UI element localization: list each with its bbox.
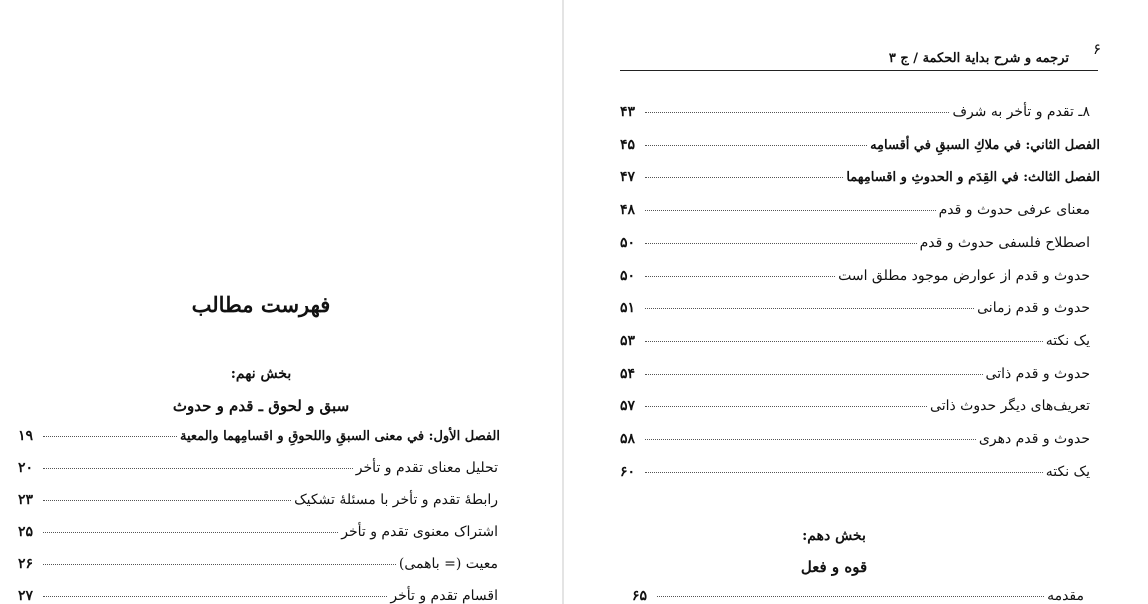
toc-entry[interactable] [620, 169, 1100, 195]
entry-text: حدوث و قدم زمانی [977, 300, 1090, 317]
toc-entry[interactable] [18, 428, 500, 454]
entry-text: الفصل الأول: في معنى السبقِ واللحوقِ و اقسامِهما والمعية [180, 429, 500, 444]
entry-text: اصطلاح فلسفی حدوث و قدم [919, 234, 1090, 251]
entry-page: ۶۵ [632, 588, 648, 604]
entry-page: ۲۷ [18, 588, 34, 604]
toc-entry[interactable] [620, 398, 1090, 424]
entry-page: ۲۶ [18, 556, 34, 572]
entry-text: حدوث و قدم ذاتی [985, 365, 1090, 382]
dot-leader [43, 596, 387, 597]
dot-leader [645, 406, 927, 407]
entry-text: یک نکته [1045, 463, 1090, 480]
dot-leader [645, 308, 974, 309]
toc-entry[interactable] [632, 588, 1084, 604]
toc-entry[interactable] [620, 366, 1090, 392]
entry-text: تعریف‌های دیگر حدوث ذاتی [930, 398, 1090, 415]
toc-entry[interactable] [620, 137, 1100, 163]
entry-page: ۵۴ [620, 365, 636, 382]
entry-text: اشتراک معنوی تقدم و تأخر [341, 524, 498, 540]
toc-entry[interactable] [620, 333, 1090, 359]
toc-entry[interactable] [620, 235, 1090, 261]
entry-page: ۱۹ [18, 428, 34, 444]
toc-entry[interactable] [18, 492, 498, 518]
dot-leader [645, 374, 983, 375]
entry-page: ۴۳ [620, 104, 636, 120]
dot-leader [645, 276, 835, 277]
toc-entry[interactable] [620, 431, 1090, 457]
dot-leader [43, 436, 177, 437]
dot-leader [43, 564, 396, 565]
entry-page: ۵۰ [620, 267, 636, 284]
page-number: ۶ [1093, 40, 1102, 58]
entry-text: ۸ـ تقدم و تأخر به شرف [952, 104, 1090, 120]
entry-page: ۶۰ [620, 463, 636, 480]
toc-entry[interactable] [18, 556, 498, 582]
entry-text: الفصل الثاني: في ملاكِ السبقِ في أقسامِه [870, 137, 1100, 153]
toc-entry[interactable] [620, 202, 1090, 228]
entry-page: ۵۳ [620, 332, 636, 349]
dot-leader [645, 177, 843, 178]
section-title: سبق و لحوق ـ قدم و حدوث [172, 397, 350, 415]
entry-page: ۲۰ [18, 460, 34, 476]
dot-leader [645, 210, 936, 211]
toc-entry[interactable] [620, 268, 1090, 294]
section-label: بخش نهم: [230, 366, 292, 382]
left-page [0, 0, 562, 604]
entry-text: تحلیل معنای تقدم و تأخر [355, 460, 498, 476]
toc-entry[interactable] [18, 588, 498, 604]
entry-text: الفصل الثالث: في القِدَم و الحدوثِ و اقسامِهما [846, 170, 1100, 186]
entry-page: ۴۷ [620, 169, 636, 186]
toc-entry[interactable] [18, 460, 498, 486]
entry-text: یک نکته [1045, 332, 1090, 349]
dot-leader [43, 532, 338, 533]
entry-page: ۵۱ [620, 300, 636, 317]
toc-entry[interactable] [18, 524, 498, 550]
dot-leader [645, 145, 867, 146]
section-title: قوه و فعل [800, 558, 868, 576]
dot-leader [645, 439, 976, 440]
entry-page: ۲۳ [18, 492, 34, 508]
entry-text: مقدمه [1047, 588, 1084, 604]
entry-page: ۴۸ [620, 202, 636, 219]
dot-leader [645, 341, 1043, 342]
dot-leader [43, 468, 353, 469]
entry-page: ۵۷ [620, 398, 636, 415]
entry-text: اقسام تقدم و تأخر [390, 588, 498, 604]
section-label: بخش دهم: [802, 528, 866, 544]
entry-page: ۴۵ [620, 136, 636, 153]
dot-leader [645, 243, 917, 244]
entry-page: ۲۵ [18, 524, 34, 540]
dot-leader [43, 500, 291, 501]
entry-text: معنای عرفی حدوث و قدم [938, 202, 1090, 219]
entry-text: معیت (= باهمی) [398, 556, 498, 572]
header-rule [620, 70, 1098, 71]
running-title: ترجمه و شرح بدایة الحکمة / ج ۳ [888, 51, 1069, 66]
toc-entry[interactable] [620, 300, 1090, 326]
entry-text: حدوث و قدم دهری [978, 431, 1090, 447]
toc-entry[interactable] [620, 464, 1090, 490]
entry-text: رابطهٔ تقدم و تأخر با مسئلهٔ تشکیک [294, 492, 498, 508]
dot-leader [645, 472, 1043, 473]
dot-leader [657, 596, 1044, 597]
entry-page: ۵۸ [620, 431, 636, 447]
toc-entry[interactable] [620, 104, 1090, 130]
entry-text: حدوث و قدم از عوارض موجود مطلق است [838, 267, 1090, 284]
right-page [564, 0, 1148, 604]
entry-page: ۵۰ [620, 234, 636, 251]
toc-title: فهرست مطالب [191, 292, 331, 317]
dot-leader [645, 112, 949, 113]
